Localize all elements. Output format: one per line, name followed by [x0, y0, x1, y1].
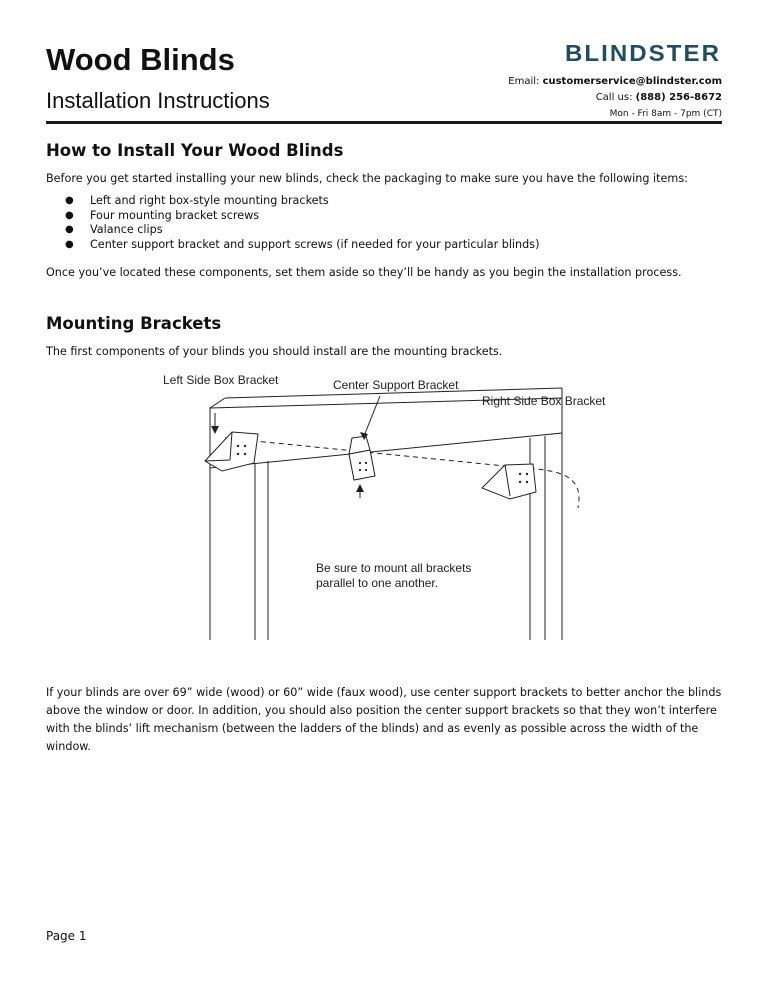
- label-right-side-box-bracket: Right Side Box Bracket: [482, 394, 606, 408]
- page-number: Page 1: [46, 929, 87, 943]
- bullet-icon: ●: [65, 224, 74, 235]
- blindster-logo: [565, 39, 723, 67]
- contact-phone-line: [508, 90, 722, 106]
- contact-email-line: [508, 74, 722, 90]
- brand-wordmark: BLINDSTER: [565, 40, 721, 66]
- label-center-support-bracket: Center Support Bracket: [333, 378, 459, 392]
- header-divider: [46, 121, 722, 124]
- diagram-note-line-2: parallel to one another.: [316, 576, 439, 590]
- bracket-mounting-diagram: [150, 368, 620, 640]
- list-item: ● Center support bracket and support screws (if needed for your particular blinds): [65, 237, 540, 251]
- document-subtitle: Installation Instructions: [46, 88, 270, 113]
- email-address[interactable]: customerservice@blindster.com: [542, 76, 722, 87]
- list-item: ● Four mounting bracket screws: [65, 208, 260, 222]
- label-left-side-box-bracket: Left Side Box Bracket: [163, 373, 279, 387]
- phone-number[interactable]: (888) 256-8672: [635, 92, 722, 103]
- section-install-intro: Before you get started installing your new blinds, check the packaging to make sure you have the following items:: [46, 172, 688, 185]
- package-items-list: [46, 194, 539, 252]
- section-mounting-intro: The first components of your blinds you should install are the mounting brackets.: [46, 345, 503, 358]
- email-label: Email:: [508, 76, 543, 87]
- contact-info: [508, 74, 722, 122]
- list-item: ● Valance clips: [65, 223, 163, 236]
- bullet-icon: ●: [65, 195, 74, 206]
- document-title: Wood Blinds: [46, 42, 235, 77]
- section-mounting-body: If your blinds are over 69” wide (wood) or 60” wide (faux wood), use center support brackets to better anchor the blinds above the window or door. In addition, you should also position the center support brackets so that they won’t interfere with the blinds’ lift mechanism (between the ladders of the blinds) and as evenly as possible across the width of the window.: [46, 686, 722, 753]
- section-install-closing: Once you’ve located these components, set them aside so they’ll be handy as you begin the installation process.: [46, 266, 682, 279]
- phone-label: Call us:: [595, 92, 636, 103]
- section-heading-mounting-brackets: Mounting Brackets: [46, 314, 222, 333]
- list-item: ● Left and right box-style mounting brackets: [65, 194, 329, 207]
- section-heading-install: How to Install Your Wood Blinds: [46, 141, 344, 160]
- diagram-note-line-1: Be sure to mount all brackets: [316, 561, 472, 575]
- bullet-icon: ●: [65, 209, 74, 221]
- bullet-icon: ●: [65, 238, 74, 250]
- business-hours: Mon - Fri 8am - 7pm (CT): [609, 109, 722, 119]
